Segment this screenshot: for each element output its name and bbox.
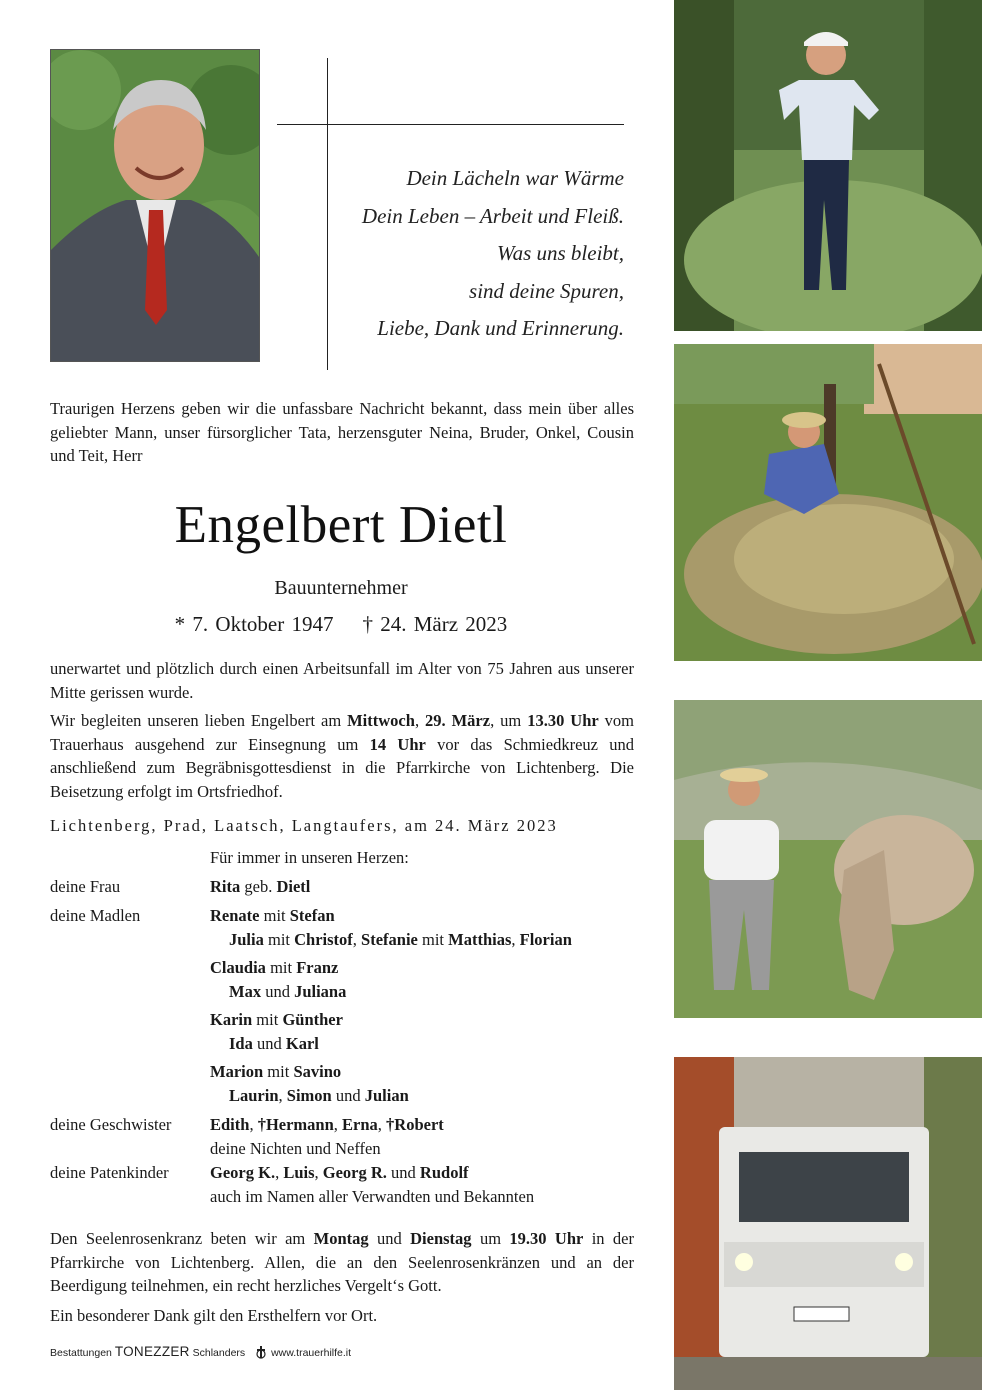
birth-date: * 7. Oktober 1947 [174, 612, 334, 636]
footer-pre: Bestattungen [50, 1347, 115, 1359]
poem-line: sind deine Spuren, [469, 278, 624, 303]
funeral-part: Wir begleiten unseren lieben Engelbert am [50, 711, 348, 730]
poem [300, 160, 624, 348]
name: Stefan [289, 906, 335, 925]
family-grandchild-line [229, 928, 572, 952]
name: Marion [210, 1062, 264, 1081]
funeral-part: vom Trauerhaus ausgehend zur Einsegnung um [50, 711, 634, 754]
connector: und [252, 1034, 286, 1053]
connector: mit [417, 930, 449, 949]
name: Claudia [210, 958, 266, 977]
family-child-line [210, 956, 338, 980]
funeral-part: , [414, 711, 426, 730]
connector: und [331, 1086, 365, 1105]
name: Edith [210, 1115, 250, 1134]
name: Günther [282, 1010, 343, 1029]
footer [50, 1344, 351, 1362]
family-grandchild-line [229, 1084, 409, 1108]
deceased-name: Engelbert Dietl [174, 496, 508, 554]
name: Julia [229, 930, 264, 949]
death-text: unerwartet und plötzlich durch einen Arbeitsunfall im Alter von 75 Jahren aus unserer Mitte gerissen wurde. [50, 659, 634, 702]
connector: geb. [240, 877, 277, 896]
family-godchildren [210, 1161, 469, 1185]
name: Simon [286, 1086, 332, 1105]
rosary-part: um [471, 1229, 510, 1248]
name: Florian [519, 930, 572, 949]
funeral-date: 29. März [425, 711, 491, 730]
name: Savino [293, 1062, 342, 1081]
photo-truck [674, 1057, 982, 1390]
poem-line: Dein Leben – Arbeit und Fleiß. [361, 203, 624, 228]
family-heading: Für immer in unseren Herzen: [210, 848, 409, 867]
connector: , [333, 1115, 343, 1134]
connector: , [314, 1163, 323, 1182]
funeral-text [50, 709, 634, 803]
footer-company: TONEZZER [114, 1344, 190, 1359]
family-child-line [210, 904, 335, 928]
church-time: 14 Uhr [369, 734, 426, 754]
family-label-siblings: deine Geschwister [50, 1115, 172, 1134]
photo-walking [674, 0, 982, 331]
cross-horizontal-line [277, 124, 624, 125]
connector: mit [259, 906, 290, 925]
name: †Hermann [257, 1115, 334, 1134]
name: Karl [285, 1034, 319, 1053]
name: Matthias [448, 930, 512, 949]
funeral-part: vor das Schmiedkreuz und anschließend zum Begräbnisgottesdienst in die Pfarrkirche von Lichtenberg. Die Beisetzung erfolgt im Ortsfriedhof. [50, 734, 634, 801]
trauerhilfe-logo-icon [254, 1345, 268, 1362]
name: Stefanie [361, 930, 418, 949]
poem-line: Dein Lächeln war Wärme [406, 166, 624, 190]
photo-hay [674, 344, 982, 661]
family-nieces: deine Nichten und Neffen [210, 1139, 381, 1158]
poem-line: Was uns bleibt, [497, 241, 624, 265]
connector: , [249, 1115, 258, 1134]
rosary-part: und [368, 1229, 411, 1248]
intro-text: Traurigen Herzens geben wir die unfassbare Nachricht bekannt, dass mein über alles geliebter Mann, unser fürsorglicher Tata, herzensguter Neina, Bruder, Onkel, Cousin und Teit, Herr [50, 399, 634, 465]
name: Max [229, 982, 262, 1001]
footer-town: Schlanders [189, 1347, 246, 1359]
footer-url: www.trauerhilfe.it [271, 1347, 352, 1359]
rosary-part: Den Seelenrosenkranz beten wir am [50, 1229, 314, 1248]
name: Rita [210, 877, 241, 896]
rosary-day: Montag [313, 1229, 369, 1248]
name: Juliana [294, 982, 347, 1001]
connector: , [278, 1086, 287, 1105]
rosary-text [50, 1227, 634, 1298]
family-label-wife: deine Frau [50, 877, 121, 896]
family-wife [210, 875, 310, 899]
thanks-text: Ein besonderer Dank gilt den Ersthelfern vor Ort. [50, 1306, 378, 1325]
connector: , [352, 930, 362, 949]
connector: mit [265, 958, 297, 977]
photo-cow [674, 700, 982, 1018]
name: Rudolf [419, 1163, 469, 1182]
rosary-day: Dienstag [410, 1229, 472, 1248]
name: Christof [294, 930, 353, 949]
death-date: † 24. März 2023 [362, 612, 508, 636]
connector: mit [263, 930, 295, 949]
profession: Bauunternehmer [274, 577, 408, 599]
name: Ida [229, 1034, 253, 1053]
name: †Robert [386, 1115, 444, 1134]
family-label-children: deine Madlen [50, 906, 141, 925]
family-grandchild-line [229, 1032, 319, 1056]
connector: , [377, 1115, 387, 1134]
name: Laurin [229, 1086, 279, 1105]
connector: , [511, 930, 520, 949]
name: Karin [210, 1010, 253, 1029]
connector: und [386, 1163, 420, 1182]
name: Dietl [276, 877, 311, 896]
name: Luis [283, 1163, 315, 1182]
name: Erna [342, 1115, 378, 1134]
family-siblings [210, 1113, 444, 1137]
connector: mit [263, 1062, 294, 1081]
connector: , [275, 1163, 284, 1182]
name: Franz [296, 958, 339, 977]
funeral-day: Mittwoch [347, 711, 415, 730]
family-child-line [210, 1060, 341, 1084]
rosary-time: 19.30 Uhr [509, 1229, 584, 1248]
family-child-line [210, 1008, 343, 1032]
family-relatives: auch im Namen aller Verwandten und Bekannten [210, 1187, 535, 1206]
life-dates [50, 609, 632, 639]
rosary-part: in der Pfarrkirche von Lichtenberg. Allen, die an den Seelenrosenkränzen und an der Beerdigung teilnehmen, ein recht herzliches Vergelt‘s Gott. [50, 1229, 634, 1295]
portrait-photo [50, 49, 260, 362]
family-label-godchildren: deine Patenkinder [50, 1163, 169, 1182]
family-grandchild-line [229, 980, 346, 1004]
poem-line: Liebe, Dank und Erinnerung. [377, 316, 624, 340]
name: Julian [364, 1086, 409, 1105]
funeral-part: , um [490, 711, 528, 730]
name: Georg K. [210, 1163, 276, 1182]
connector: mit [252, 1010, 283, 1029]
name: Renate [210, 906, 260, 925]
connector: und [261, 982, 295, 1001]
funeral-time: 13.30 Uhr [527, 711, 599, 730]
place-date: Lichtenberg, Prad, Laatsch, Langtaufers, am 24. März 2023 [50, 816, 558, 835]
name: Georg R. [322, 1163, 387, 1182]
